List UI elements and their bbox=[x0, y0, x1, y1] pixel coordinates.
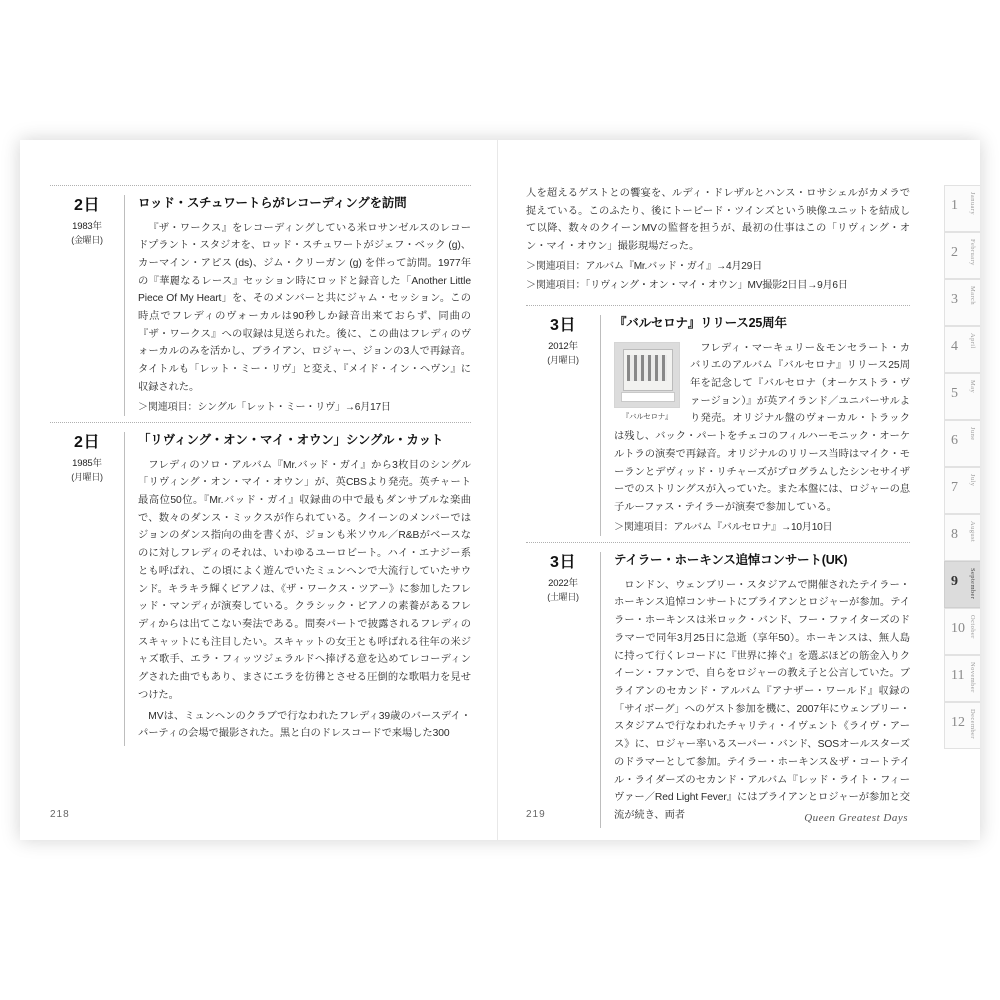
month-tab-name: June bbox=[969, 427, 976, 441]
month-tab-number: 12 bbox=[951, 715, 965, 730]
related-link[interactable]: ＞関連項目：アルバム『Mr.バッド・ガイ』→4月29日 bbox=[526, 260, 763, 272]
diary-entry bbox=[526, 542, 910, 827]
month-tab-december[interactable] bbox=[944, 702, 980, 749]
related-link[interactable]: ＞関連項目：アルバム『バルセロナ』→10月10日 bbox=[614, 521, 833, 533]
entry-date bbox=[50, 432, 124, 483]
month-tab-june[interactable] bbox=[944, 420, 980, 467]
month-tab-name: August bbox=[969, 521, 976, 543]
page-number-right: 219 bbox=[526, 809, 546, 820]
figure-caption: 『バルセロナ』 bbox=[621, 411, 673, 421]
entry-title: ロッド・スチュワートらがレコーディングを訪問 bbox=[138, 196, 407, 210]
album-figure bbox=[614, 342, 680, 422]
month-tab-name: February bbox=[969, 239, 976, 266]
entry-paragraph: 『ザ・ワークス』をレコーディングしている米ロサンゼルスのレコードプラント・スタジオを、ロッド・スチュワートがジェフ・ベック (g)、カーマイン・アピス (ds)、ジム・クリーガン (g) を伴って訪問。1977年の『華麗なるレース』セッション時にロッドと録音した「Another Little Piece Of My Heart」を、そのメンバーと共にジャム・セッション。この時点でフレディのヴォーカルは90秒しか録音出来ておらず、同曲の『ザ・ワークス』への収録は見送られた。後に、この曲はフレディのヴォーカルのみを活かし、ブライアン、ロジャー、ジョンの3人で再録音。タイトルも「レット・ミー・リヴ」と変え、『メイド・イン・ヘヴン』に収録された。 bbox=[138, 222, 471, 393]
page-number-left: 218 bbox=[50, 809, 70, 820]
entry-year: 1983年 bbox=[72, 220, 102, 232]
month-tab-number: 11 bbox=[951, 668, 965, 683]
entry-day: 2日 bbox=[74, 434, 100, 452]
entry-day: 3日 bbox=[550, 554, 576, 572]
month-tab-name: January bbox=[969, 192, 976, 216]
entry-day: 3日 bbox=[550, 317, 576, 335]
month-tab-number: 8 bbox=[951, 527, 958, 542]
related-link[interactable]: ＞関連項目：「リヴィング・オン・マイ・オウン」MV撮影2日目→9月6日 bbox=[526, 280, 848, 292]
entry-weekday: (土曜日) bbox=[547, 591, 579, 602]
entry-paragraph: フレディのソロ・アルバム『Mr.バッド・ガイ』から3枚目のシングル「リヴィング・オン・マイ・オウン」が、英CBSより発売。英チャート最高位50位。『Mr.バッド・ガイ』収録曲の中で最もダンサブルな楽曲で、数々のダンス・ミックスが作られている。クイーンのメンバーではジョンのダンス指向の曲を書くが、ジョンも米ソウル／R&Bがベースなのに対しフレディのそれは、いわゆるユーロビート。ハイ・エナジー系とも呼ばれ、この頃によく遊んでいたミュンヘンで大流行していたサウンド。キラキラ輝くピアノは、《ザ・ワークス・ツアー》に参加したフレッド・マンディが演奏している。クラシック・ピアノの素養があるフレディからは出てこない奏法である。間奏パートで披露されるフレディのスキャットにも注目したい。スキャットの女王とも呼ばれる往年の米ジャズ歌手、エラ・フィッツジェラルドへ捧げる意を込めてレコーディングされた曲でもあり、まさにエラを彷彿とさせる圧倒的な歌唱力を見せつけた。 bbox=[138, 459, 471, 701]
entry-weekday: (金曜日) bbox=[71, 234, 103, 245]
month-tab-november[interactable] bbox=[944, 655, 980, 702]
entry-body bbox=[124, 432, 471, 746]
month-tab-march[interactable] bbox=[944, 279, 980, 326]
month-tab-number: 7 bbox=[951, 480, 958, 495]
related-link[interactable]: ＞関連項目：シングル「レット・ミー・リヴ」→6月17日 bbox=[138, 401, 391, 413]
month-tab-april[interactable] bbox=[944, 326, 980, 373]
entry-paragraph: フレディ・マーキュリー＆モンセラート・カバリエのアルバム『バルセロナ』リリース25周年を記念して『バルセロナ（オーケストラ・ヴァージョン）』が英アイランド／ユニバーサルより発売。オリジナル盤のヴォーカル・トラックは残し、バック・パートをチェコのフィルハーモニック・オーケルトラの演奏で再録音。オリジナルのリリース当時はマイク・モーランとデヴィッド・リチャーズがプログラムしたシンセサイザーでのストリングスが入っていた。また本盤には、ロジャーの息子ルーファス・テイラーが演奏で参加している。 bbox=[614, 342, 910, 513]
month-tab-number: 4 bbox=[951, 339, 958, 354]
month-tab-number: 9 bbox=[951, 574, 958, 589]
left-page bbox=[20, 140, 498, 840]
month-tab-number: 2 bbox=[951, 245, 958, 260]
entry-year: 2022年 bbox=[548, 577, 578, 589]
month-tab-name: April bbox=[969, 333, 976, 349]
month-tab-strip bbox=[944, 185, 980, 749]
month-tab-name: December bbox=[969, 709, 976, 739]
diary-entry bbox=[50, 422, 471, 746]
month-tab-name: July bbox=[969, 474, 976, 487]
month-tab-number: 1 bbox=[951, 198, 958, 213]
month-tab-october[interactable] bbox=[944, 608, 980, 655]
entry-date bbox=[526, 552, 600, 603]
month-tab-number: 6 bbox=[951, 433, 958, 448]
running-head: Queen Greatest Days bbox=[804, 812, 908, 824]
continued-paragraph: 人を超えるゲストとの饗宴を、ルディ・ドレザルとハンス・ロサシェルがカメラで捉えている。このふたり、後にトービード・ツインズという映像ユニットを結成して以降、数々のクイーンMVの監督を担うが、最初の仕事はこの「リヴィング・オン・マイ・オウン」撮影現場だった。 bbox=[526, 188, 910, 253]
entry-date bbox=[526, 315, 600, 366]
entry-weekday: (月曜日) bbox=[71, 471, 103, 482]
entry-title: テイラー・ホーキンス追悼コンサート(UK) bbox=[614, 553, 848, 568]
entry-year: 1985年 bbox=[72, 457, 102, 469]
entry-title: 「リヴィング・オン・マイ・オウン」シングル・カット bbox=[138, 433, 444, 448]
entry-body bbox=[600, 315, 910, 536]
month-tab-september[interactable] bbox=[944, 561, 980, 608]
entry-weekday: (月曜日) bbox=[547, 354, 579, 365]
entry-date bbox=[50, 195, 124, 246]
month-tab-name: November bbox=[969, 662, 976, 693]
entry-paragraph: ロンドン、ウェンブリー・スタジアムで開催されたテイラー・ホーキンス追悼コンサートにブライアンとロジャーが参加。テイラー・ホーキンスは米ロック・バンド、フー・ファイターズのドラマーで同年3月25日に急逝（享年50）。ホーキンスは、無人島に持って行くレコードに『世界に捧ぐ』を選ぶほどの筋金入りクイーン・ファンで、自らをロジャーの教え子と公言していた。ブライアンのセカンド・アルバム『アナザー・ワールド』収録の「サイボーグ」へのゲスト参加を機に、2007年にウェンブリー・スタジアムで行なわれたチャリティ・イヴェント《ライヴ・アース》に、ロジャー率いるスーパー・バンド、SOSオールスターズのドラマーとして参加。テイラー・ホーキンス＆ザ・コートテイル・ライダーズのセカンド・アルバム『レッド・ライト・フィーヴァー／Red Light Fever』にはブライアンとロジャーが参加と交流が続き、両者 bbox=[614, 579, 910, 821]
continued-text-block bbox=[526, 185, 910, 295]
entry-title: 『バルセロナ』リリース25周年 bbox=[614, 316, 787, 331]
diary-entry bbox=[50, 185, 471, 416]
entry-paragraph: MVは、ミュンヘンのクラブで行なわれたフレディ39歳のバースデイ・パーティの会場で撮影された。黒と白のドレスコードで来場した300 bbox=[138, 710, 471, 740]
month-tab-name: March bbox=[969, 286, 976, 305]
diary-entry bbox=[526, 305, 910, 536]
month-tab-name: October bbox=[969, 615, 976, 639]
month-tab-july[interactable] bbox=[944, 467, 980, 514]
month-tab-name: September bbox=[969, 568, 976, 600]
month-tab-january[interactable] bbox=[944, 185, 980, 232]
entry-year: 2012年 bbox=[548, 340, 578, 352]
month-tab-february[interactable] bbox=[944, 232, 980, 279]
book-spread bbox=[20, 140, 980, 840]
month-tab-may[interactable] bbox=[944, 373, 980, 420]
right-page bbox=[498, 140, 980, 840]
month-tab-number: 5 bbox=[951, 386, 958, 401]
entry-body bbox=[600, 552, 910, 827]
album-art-pattern bbox=[627, 355, 667, 381]
month-tab-name: May bbox=[969, 380, 976, 394]
month-tab-number: 3 bbox=[951, 292, 958, 307]
month-tab-number: 10 bbox=[951, 621, 965, 636]
entry-day: 2日 bbox=[74, 197, 100, 214]
album-art-title-strip bbox=[621, 392, 675, 402]
album-cover-image bbox=[614, 342, 680, 408]
entry-body bbox=[124, 195, 471, 416]
month-tab-august[interactable] bbox=[944, 514, 980, 561]
